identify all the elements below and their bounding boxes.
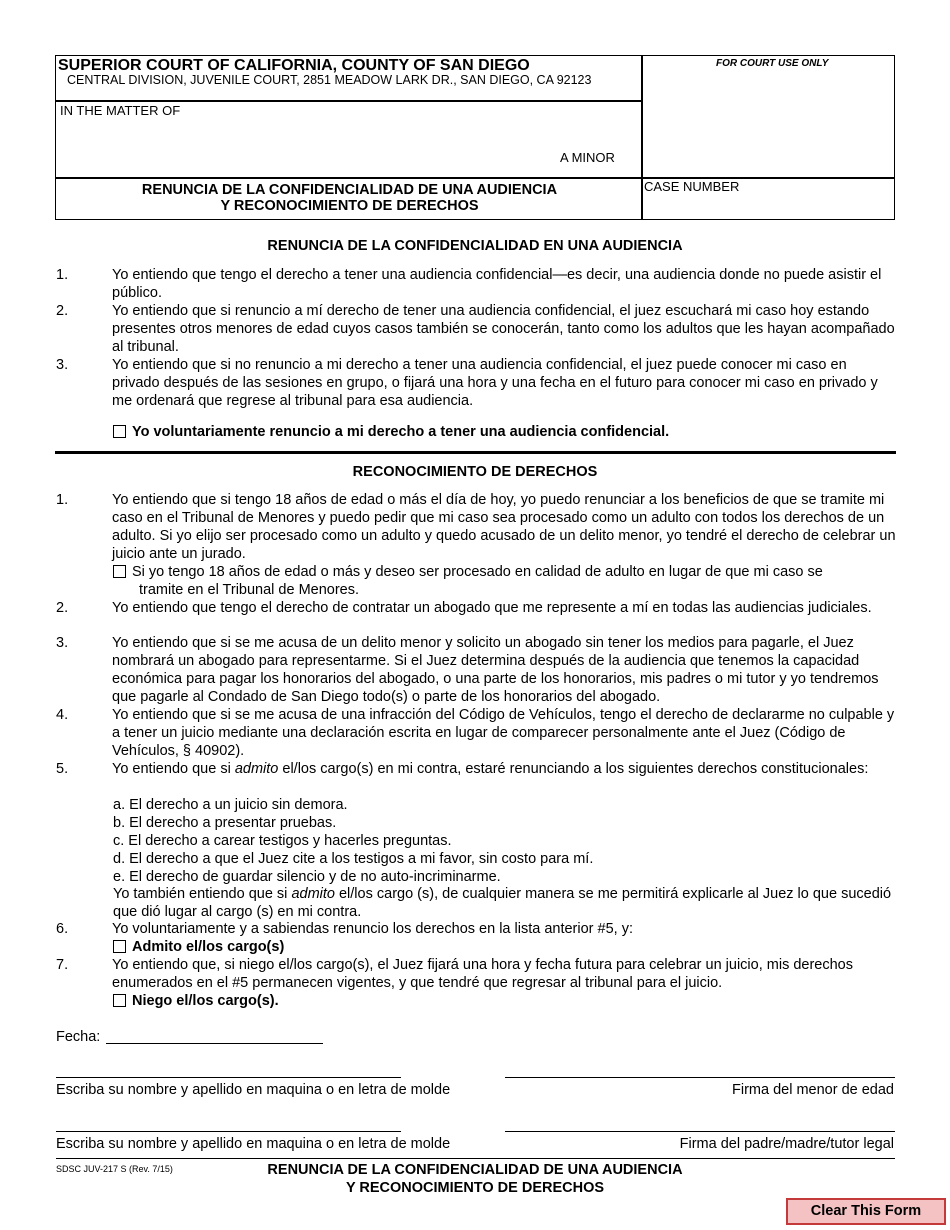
item-text: Yo entiendo que si no renuncio a mi derecho a tener una audiencia confidencial, el juez puede conocer mi caso en privado después de las sesiones en grupo, o fijará una hora y una fecha en el futuro para conocer mi caso en privado y me ordenará que regrese al tribunal para esa audiencia. [112,357,878,409]
admit-checkbox[interactable] [113,940,126,953]
section2-item-5 [56,760,896,778]
waiver-option [113,423,669,441]
adult-checkbox-label-cont: tramite en el Tribunal de Menores. [139,582,360,598]
form-title [57,182,642,214]
section2-item-7 [56,956,896,992]
a-minor-label: A MINOR [560,150,615,165]
case-number-field[interactable] [645,196,893,218]
court-name: SUPERIOR COURT OF CALIFORNIA, COUNTY OF SAN DIEGO [58,57,530,74]
item-number: 1. [56,267,69,283]
item-text-part: Yo entiendo que si [112,761,235,777]
form-number: SDSC JUV-217 S (Rev. 7/15) [56,1164,173,1174]
item-number: 3. [56,635,69,651]
section1-item-3 [56,356,896,410]
section2-item-6 [56,920,896,938]
item-text [112,760,896,778]
item-number: 5. [56,761,69,777]
item-number: 2. [56,600,69,616]
section2-item-4 [56,706,896,760]
section2-heading: RECONOCIMIENTO DE DERECHOS [352,464,598,480]
section1-item-2 [56,302,896,356]
footer-divider [56,1158,895,1159]
section2-item-2 [56,599,896,617]
section1-heading: RENUNCIA DE LA CONFIDENCIALIDAD EN UNA AUDIENCIA [267,238,683,254]
section2-item-1 [56,491,896,563]
admit-checkbox-label: Admito el/los cargo(s) [132,939,285,955]
deny-option [113,992,279,1010]
for-court-use-label: FOR COURT USE ONLY [716,58,829,69]
item-number: 3. [56,357,69,373]
item-text: Yo entiendo que si se me acusa de una infracción del Código de Vehículos, tengo el derecho de declararme no culpable y a tener un juicio mediante una declaración escrita en lugar de comparecer personalmente ante el Juez (Código de Vehículos, § 40902). [112,707,895,759]
section1-item-1 [56,266,896,302]
signature-label-1: Firma del menor de edad [732,1082,894,1098]
item-text: Yo entiendo que si tengo 18 años de edad o más el día de hoy, yo puedo renunciar a los beneficios de que se tramite mi caso en el Tribunal de Menores y puedo pedir que mi caso sea procesado como un adulto con todos los derechos de un adulto. Si yo elijo ser procesado como un adulto y quedo acusado de un delito menor, yo tendré el derecho de celebrar un juicio ante un jurado. [112,492,896,562]
item-text-part: el/los cargo (s), de cualquier manera se me permitirá explicarle al Juez lo que sucedió que dió lugar al cargo (s) en mi contra. [113,886,892,920]
item-number: 4. [56,707,69,723]
footer-title-line1: RENUNCIA DE LA CONFIDENCIALIDAD DE UNA AUDIENCIA [267,1162,683,1178]
minor-name-field[interactable] [60,122,550,162]
right-sub-b: b. El derecho a presentar pruebas. [113,815,337,831]
signature-field-1[interactable] [505,1077,895,1078]
right-sub-e: e. El derecho de guardar silencio y de no auto-incriminarme. [113,869,501,885]
item-text: Yo entiendo que, si niego el/los cargo(s), el Juez fijará una hora y fecha futura para celebrar un juicio, mis derechos enumerados en el #5 permanecen vigentes, y que tendré que regresar al tribunal para el juicio. [112,957,854,991]
also-understand-text [113,885,893,921]
waiver-checkbox[interactable] [113,425,126,438]
signature-field-2[interactable] [505,1131,895,1132]
item-text: Yo entiendo que tengo el derecho de contratar un abogado que me represente a mí en todas las audiencias judiciales. [112,600,872,616]
item-text-emphasis: admito [291,886,335,902]
name-label-1: Escriba su nombre y apellido en maquina o en letra de molde [56,1082,451,1098]
adult-option [113,563,823,581]
right-sub-c: c. El derecho a carear testigos y hacerles preguntas. [113,833,452,849]
item-text: Yo entiendo que si renuncio a mí derecho de tener una audiencia confidencial, el juez escuchará mi caso hoy estando presentes otros menores de edad cuyos casos también se conocerán, tanto como los adultos que les hayan acompañado al tribunal. [112,303,895,355]
item-text-part: el/los cargo(s) en mi contra, estaré renunciando a los siguientes derechos constitucionales: [278,761,869,777]
signature-label-2: Firma del padre/madre/tutor legal [679,1136,894,1152]
form-title-line1: RENUNCIA DE LA CONFIDENCIALIDAD DE UNA AUDIENCIA [141,182,558,198]
item-text: Yo entiendo que tengo el derecho a tener una audiencia confidencial—es decir, una audiencia donde no puede asistir el público. [112,267,882,301]
court-use-field[interactable] [645,75,893,175]
item-text-part: Yo también entiendo que si [113,886,292,902]
item-number: 1. [56,492,69,508]
right-sub-a: a. El derecho a un juicio sin demora. [113,797,348,813]
footer-title [0,1161,950,1197]
right-sub-d: d. El derecho a que el Juez cite a los testigos a mi favor, sin costo para mí. [113,851,594,867]
item-number: 7. [56,957,69,973]
section2-item-3 [56,634,896,706]
item-text-emphasis: admito [234,761,279,777]
section-divider [55,451,896,454]
form-title-line2: Y RECONOCIMIENTO DE DERECHOS [220,198,479,214]
admit-option [113,938,284,956]
item-text: Yo voluntariamente y a sabiendas renuncio los derechos en la lista anterior #5, y: [112,921,633,937]
fecha-field[interactable] [106,1043,323,1044]
caption-divider [55,177,895,179]
fecha-label: Fecha: [56,1029,101,1045]
adult-checkbox[interactable] [113,565,126,578]
item-number: 6. [56,921,69,937]
waiver-checkbox-label: Yo voluntariamente renuncio a mi derecho a tener una audiencia confidencial. [132,424,670,440]
caption-divider [55,100,642,102]
adult-checkbox-label: Si yo tengo 18 años de edad o más y deseo ser procesado en calidad de adulto en lugar de que mi caso se [132,564,823,580]
item-text: Yo entiendo que si se me acusa de un delito menor y solicito un abogado sin tener los medios para pagarle, el Juez nombrará un abogado para representarme. Si el Juez determina después de la audiencia que tenemos la capacidad económica para pagar los honorarios del abogado, o una parte de los honorarios, mis padres o mi tutor y yo tendremos que pagarle al Condado de San Diego todo(s) o parte de los honorarios del abogado. [112,635,879,705]
deny-checkbox[interactable] [113,994,126,1007]
clear-form-button[interactable]: Clear This Form [786,1198,946,1225]
name-field-1[interactable] [56,1077,401,1078]
case-number-label: CASE NUMBER [644,179,740,194]
footer-title-line2: Y RECONOCIMIENTO DE DERECHOS [345,1180,605,1196]
deny-checkbox-label: Niego el/los cargo(s). [132,993,279,1009]
in-the-matter-label: IN THE MATTER OF [60,103,181,118]
name-field-2[interactable] [56,1131,401,1132]
name-label-2: Escriba su nombre y apellido en maquina o en letra de molde [56,1136,451,1152]
item-number: 2. [56,303,69,319]
court-address: CENTRAL DIVISION, JUVENILE COURT, 2851 MEADOW LARK DR., SAN DIEGO, CA 92123 [67,73,592,87]
